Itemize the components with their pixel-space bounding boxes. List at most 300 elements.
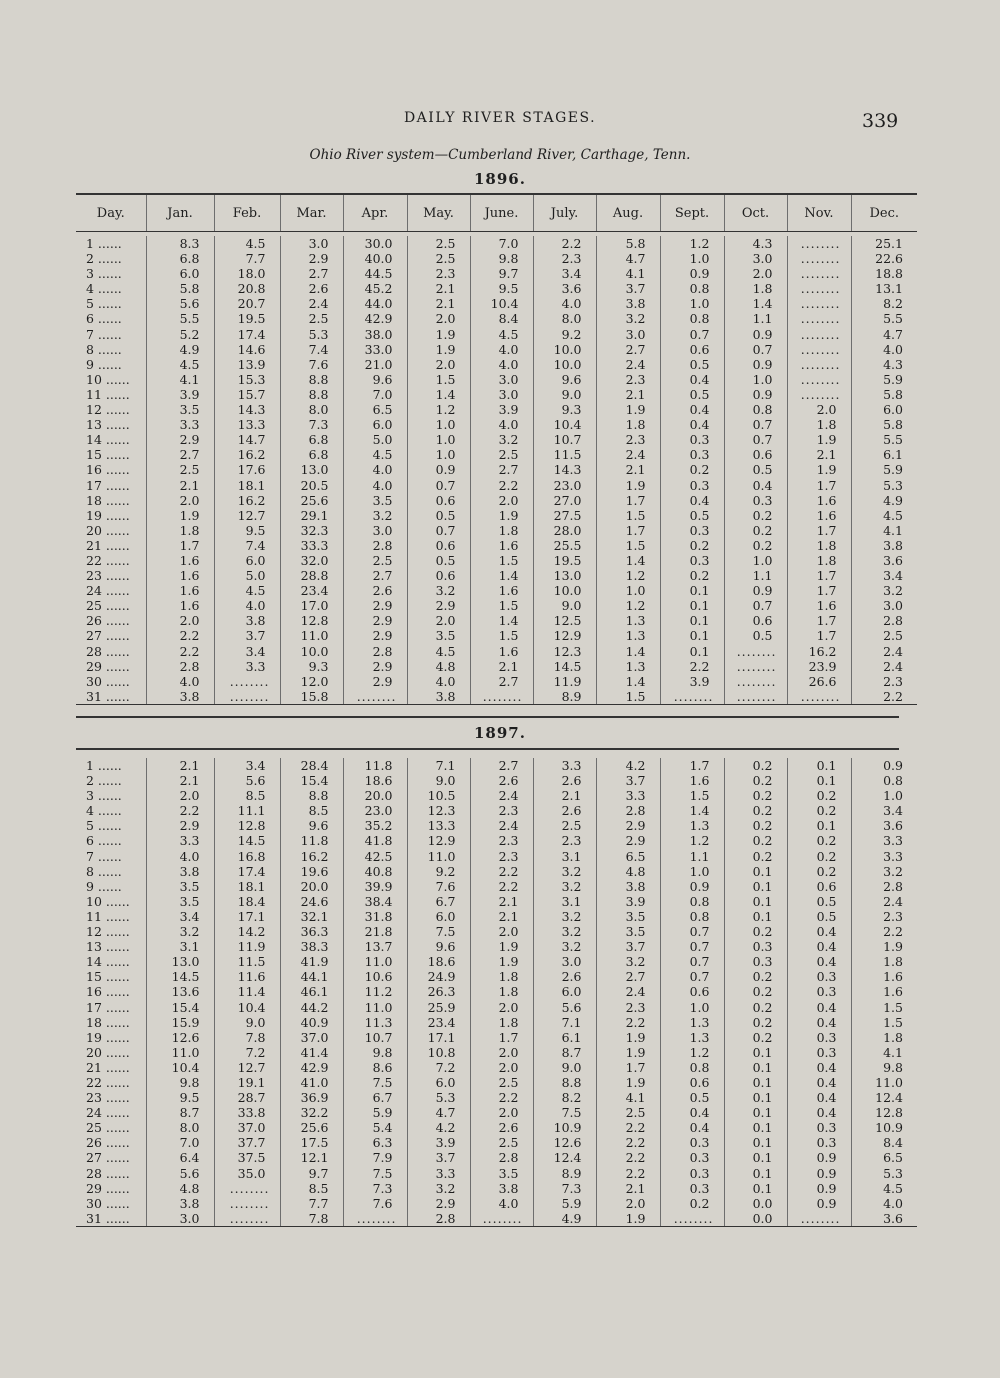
stage-cell: 2.6 xyxy=(343,583,407,598)
stage-cell: 18.0 xyxy=(214,266,280,281)
table-row xyxy=(76,296,917,311)
stage-cell: 4.9 xyxy=(533,1211,596,1227)
stage-cell: 16.2 xyxy=(280,849,343,864)
day-cell: 31 ...... xyxy=(76,1211,146,1227)
stage-cell: 3.9 xyxy=(146,387,214,402)
no-record-cell: ........ xyxy=(343,689,407,705)
stage-cell: 1.8 xyxy=(470,984,533,999)
stage-cell: 4.0 xyxy=(470,342,533,357)
column-header: Jan. xyxy=(146,194,214,232)
table-subtitle: Ohio River system—Cumberland River, Carthage, Tenn. xyxy=(309,147,691,163)
stage-cell: 1.7 xyxy=(787,523,851,538)
stage-cell: 0.2 xyxy=(724,788,787,803)
table-row xyxy=(76,372,917,387)
stage-cell: 11.2 xyxy=(343,984,407,999)
day-cell: 7 ...... xyxy=(86,326,122,342)
stage-cell: 2.6 xyxy=(533,803,596,818)
stage-cell: 0.8 xyxy=(660,1060,724,1075)
stage-cell: 2.2 xyxy=(851,689,917,705)
stage-cell: 2.2 xyxy=(470,478,533,493)
stage-cell: 11.8 xyxy=(343,758,407,773)
no-record-cell: ........ xyxy=(214,689,280,705)
day-cell: 31 ...... xyxy=(76,689,146,705)
stage-cell: 28.4 xyxy=(280,758,343,773)
column-header: Oct. xyxy=(724,194,787,232)
day-cell: 23 ...... xyxy=(86,1090,130,1106)
stage-cell: 4.3 xyxy=(724,236,787,251)
stage-cell: 2.3 xyxy=(851,674,917,689)
stage-cell: 11.4 xyxy=(214,984,280,999)
day-cell: 17 ...... xyxy=(86,999,130,1015)
stage-cell: 11.5 xyxy=(214,954,280,969)
day-cell: 4 ...... xyxy=(86,803,122,819)
stage-cell: 12.7 xyxy=(214,508,280,523)
stage-cell: 4.1 xyxy=(851,523,917,538)
stage-cell: 9.0 xyxy=(214,1015,280,1030)
stage-cell: 44.5 xyxy=(343,266,407,281)
no-record-cell: ........ xyxy=(787,251,851,266)
stage-cell: 0.3 xyxy=(660,1166,724,1181)
day-cell: 6 ...... xyxy=(86,833,122,849)
year-heading-1896: 1896. xyxy=(474,170,526,188)
stage-cell: 33.8 xyxy=(214,1105,280,1120)
column-header: Nov. xyxy=(787,194,851,232)
stage-cell: 1.0 xyxy=(660,296,724,311)
running-head: DAILY RIVER STAGES. xyxy=(403,110,597,126)
stage-cell: 2.2 xyxy=(596,1120,660,1135)
stage-cell: 2.1 xyxy=(407,296,470,311)
stage-cell: 4.8 xyxy=(407,659,470,674)
stage-cell: 2.1 xyxy=(470,659,533,674)
stage-cell: 13.7 xyxy=(343,939,407,954)
stage-cell: 4.0 xyxy=(343,462,407,477)
stage-cell: 2.9 xyxy=(407,598,470,613)
day-cell: 10 ...... xyxy=(86,371,130,387)
column-header-row xyxy=(76,193,917,232)
stage-cell: 0.3 xyxy=(787,1120,851,1135)
stage-cell: 11.0 xyxy=(146,1045,214,1060)
stage-cell: 2.2 xyxy=(533,236,596,251)
stage-cell: 2.8 xyxy=(343,644,407,659)
stage-cell: 38.3 xyxy=(280,939,343,954)
stage-cell: 3.4 xyxy=(533,266,596,281)
stage-cell: 6.1 xyxy=(851,447,917,462)
stage-cell: 12.6 xyxy=(146,1030,214,1045)
stage-cell: 2.0 xyxy=(146,493,214,508)
stage-cell: 1.7 xyxy=(146,538,214,553)
stage-cell: 14.6 xyxy=(214,342,280,357)
stage-cell: 1.5 xyxy=(596,538,660,553)
stage-cell: 12.3 xyxy=(533,644,596,659)
stage-cell: 10.4 xyxy=(533,417,596,432)
stage-cell: 1.5 xyxy=(596,508,660,523)
table-row xyxy=(76,1030,917,1045)
stage-cell: 4.7 xyxy=(596,251,660,266)
stage-cell: 4.3 xyxy=(851,357,917,372)
stage-cell: 5.3 xyxy=(851,1166,917,1181)
stage-cell: 10.9 xyxy=(533,1120,596,1135)
stage-cell: 35.0 xyxy=(214,1166,280,1181)
stage-cell: 1.0 xyxy=(596,583,660,598)
stage-cell: 3.3 xyxy=(851,833,917,848)
stage-cell: 3.8 xyxy=(214,613,280,628)
stage-cell: 10.9 xyxy=(851,1120,917,1135)
no-record-cell: ........ xyxy=(787,357,851,372)
stage-cell: 9.8 xyxy=(343,1045,407,1060)
table-row xyxy=(76,849,917,864)
stage-cell: 3.2 xyxy=(596,311,660,326)
stage-cell: 15.8 xyxy=(280,689,343,705)
stage-cell: 3.5 xyxy=(470,1166,533,1181)
stage-cell: 0.4 xyxy=(787,1060,851,1075)
stage-cell: 9.6 xyxy=(343,372,407,387)
stage-cell: 1.0 xyxy=(851,788,917,803)
stage-cell: 3.2 xyxy=(533,879,596,894)
stage-cell: 3.2 xyxy=(146,924,214,939)
stage-cell: 2.3 xyxy=(851,909,917,924)
day-cell: 16 ...... xyxy=(86,984,130,1000)
stage-cell: 0.8 xyxy=(724,402,787,417)
day-cell: 9 ...... xyxy=(86,878,122,894)
table-row xyxy=(76,644,917,659)
stage-cell: 23.4 xyxy=(280,583,343,598)
stage-cell: 3.3 xyxy=(407,1166,470,1181)
stage-cell: 7.0 xyxy=(146,1135,214,1150)
no-record-cell: ........ xyxy=(470,689,533,705)
stage-cell: 2.7 xyxy=(596,342,660,357)
stage-cell: 6.0 xyxy=(533,984,596,999)
stage-cell: 1.6 xyxy=(787,508,851,523)
stage-cell: 3.3 xyxy=(146,417,214,432)
stage-cell: 5.6 xyxy=(214,773,280,788)
stage-cell: 0.4 xyxy=(660,1120,724,1135)
stage-cell: 2.9 xyxy=(407,1196,470,1211)
stage-cell: 10.4 xyxy=(214,1000,280,1015)
stage-cell: 2.0 xyxy=(596,1196,660,1211)
table-row xyxy=(76,1211,917,1227)
stage-cell: 1.9 xyxy=(470,508,533,523)
stage-cell: 0.5 xyxy=(787,894,851,909)
stage-cell: 13.0 xyxy=(280,462,343,477)
stage-cell: 3.7 xyxy=(407,1150,470,1165)
day-cell: 5 ...... xyxy=(86,296,122,312)
stage-cell: 5.8 xyxy=(596,236,660,251)
stage-cell: 8.5 xyxy=(280,803,343,818)
stage-cell: 36.3 xyxy=(280,924,343,939)
stage-cell: 1.9 xyxy=(596,1045,660,1060)
stage-cell: 0.3 xyxy=(787,969,851,984)
day-cell: 8 ...... xyxy=(86,341,122,357)
stage-cell: 42.9 xyxy=(343,311,407,326)
stage-cell: 3.3 xyxy=(146,833,214,848)
day-cell: 2 ...... xyxy=(86,773,122,789)
day-cell: 21 ...... xyxy=(86,537,130,553)
stage-cell: 0.4 xyxy=(660,1105,724,1120)
stage-cell: 2.8 xyxy=(470,1150,533,1165)
stage-cell: 26.3 xyxy=(407,984,470,999)
stage-cell: 3.0 xyxy=(146,1211,214,1227)
day-cell: 28 ...... xyxy=(86,643,130,659)
table-row xyxy=(76,628,917,643)
stage-cell: 2.2 xyxy=(596,1135,660,1150)
stage-cell: 2.3 xyxy=(596,432,660,447)
stage-cell: 0.7 xyxy=(407,523,470,538)
day-cell: 22 ...... xyxy=(86,552,130,568)
stage-cell: 13.0 xyxy=(146,954,214,969)
stage-cell: 10.4 xyxy=(146,1060,214,1075)
stage-cell: 2.8 xyxy=(146,659,214,674)
table-row xyxy=(76,1045,917,1060)
stage-cell: 1.9 xyxy=(851,939,917,954)
stage-cell: 1.7 xyxy=(787,478,851,493)
table-row xyxy=(76,1166,917,1181)
stage-cell: 44.0 xyxy=(343,296,407,311)
stage-cell: 1.9 xyxy=(470,954,533,969)
stage-cell: 38.0 xyxy=(343,327,407,342)
stage-cell: 2.6 xyxy=(533,773,596,788)
day-cell: 20 ...... xyxy=(86,1044,130,1060)
day-cell: 13 ...... xyxy=(86,417,130,433)
stage-cell: 1.9 xyxy=(596,1075,660,1090)
stage-cell: 0.1 xyxy=(724,1060,787,1075)
stage-cell: 1.5 xyxy=(407,372,470,387)
stage-cell: 0.1 xyxy=(724,1075,787,1090)
stage-cell: 19.5 xyxy=(214,311,280,326)
stage-cell: 21.8 xyxy=(343,924,407,939)
stage-cell: 9.0 xyxy=(407,773,470,788)
stage-cell: 0.8 xyxy=(660,894,724,909)
stage-cell: 0.1 xyxy=(724,1090,787,1105)
stage-cell: 15.7 xyxy=(214,387,280,402)
stage-cell: 3.1 xyxy=(533,849,596,864)
day-cell: 18 ...... xyxy=(86,492,130,508)
stage-cell: 0.3 xyxy=(660,523,724,538)
stage-cell: 9.2 xyxy=(407,864,470,879)
stage-cell: 2.3 xyxy=(596,1000,660,1015)
stage-cell: 8.7 xyxy=(146,1105,214,1120)
stage-cell: 5.9 xyxy=(851,372,917,387)
stage-cell: 1.4 xyxy=(596,674,660,689)
stage-cell: 23.0 xyxy=(343,803,407,818)
stage-cell: 3.8 xyxy=(146,689,214,705)
stage-cell: 1.8 xyxy=(787,538,851,553)
table-row xyxy=(76,251,917,266)
stage-cell: 0.2 xyxy=(724,924,787,939)
stage-cell: 1.5 xyxy=(851,1000,917,1015)
stage-cell: 3.3 xyxy=(596,788,660,803)
stage-cell: 6.0 xyxy=(214,553,280,568)
stage-cell: 36.9 xyxy=(280,1090,343,1105)
stage-cell: 9.7 xyxy=(280,1166,343,1181)
stage-cell: 6.8 xyxy=(146,251,214,266)
stage-cell: 1.8 xyxy=(596,417,660,432)
stage-cell: 17.0 xyxy=(280,598,343,613)
stage-cell: 37.0 xyxy=(214,1120,280,1135)
stage-cell: 3.4 xyxy=(214,758,280,773)
stage-cell: 12.0 xyxy=(280,674,343,689)
stage-cell: 7.2 xyxy=(407,1060,470,1075)
stage-cell: 13.1 xyxy=(851,281,917,296)
stage-cell: 16.2 xyxy=(214,493,280,508)
stage-cell: 1.7 xyxy=(660,758,724,773)
no-record-cell: ........ xyxy=(787,387,851,402)
stage-cell: 0.7 xyxy=(407,478,470,493)
stage-cell: 0.4 xyxy=(724,478,787,493)
day-cell: 30 ...... xyxy=(86,673,130,689)
stage-cell: 0.3 xyxy=(787,1135,851,1150)
table-row xyxy=(76,493,917,508)
stage-cell: 8.4 xyxy=(851,1135,917,1150)
stage-cell: 3.6 xyxy=(851,1211,917,1227)
section-divider xyxy=(76,716,899,718)
stage-cell: 20.5 xyxy=(280,478,343,493)
stage-cell: 0.2 xyxy=(724,833,787,848)
stage-cell: 0.9 xyxy=(787,1150,851,1165)
stage-cell: 31.8 xyxy=(343,909,407,924)
stage-cell: 0.3 xyxy=(724,493,787,508)
stage-cell: 0.1 xyxy=(660,598,724,613)
stage-cell: 5.3 xyxy=(851,478,917,493)
stage-cell: 1.7 xyxy=(787,568,851,583)
stage-cell: 9.6 xyxy=(533,372,596,387)
stage-cell: 0.1 xyxy=(724,1045,787,1060)
stage-cell: 30.0 xyxy=(343,236,407,251)
stage-cell: 0.4 xyxy=(660,417,724,432)
stage-cell: 0.2 xyxy=(787,803,851,818)
stage-cell: 3.3 xyxy=(214,659,280,674)
stage-cell: 2.8 xyxy=(596,803,660,818)
stage-cell: 4.0 xyxy=(146,674,214,689)
stage-cell: 25.6 xyxy=(280,1120,343,1135)
stage-cell: 4.9 xyxy=(146,342,214,357)
stage-cell: 3.8 xyxy=(596,296,660,311)
stage-cell: 1.2 xyxy=(596,568,660,583)
stage-cell: 6.7 xyxy=(343,1090,407,1105)
stage-cell: 11.5 xyxy=(533,447,596,462)
stage-cell: 11.0 xyxy=(343,954,407,969)
stage-cell: 0.9 xyxy=(660,879,724,894)
stage-cell: 9.8 xyxy=(851,1060,917,1075)
stage-cell: 0.6 xyxy=(660,984,724,999)
stage-cell: 10.5 xyxy=(407,788,470,803)
no-record-cell: ........ xyxy=(787,296,851,311)
stage-cell: 8.0 xyxy=(280,402,343,417)
stage-cell: 5.5 xyxy=(851,432,917,447)
stage-cell: 4.0 xyxy=(470,1196,533,1211)
stage-cell: 3.5 xyxy=(596,924,660,939)
stage-cell: 1.9 xyxy=(407,327,470,342)
stage-cell: 1.6 xyxy=(470,538,533,553)
stage-cell: 2.5 xyxy=(470,1135,533,1150)
stage-cell: 20.0 xyxy=(280,879,343,894)
column-header: Day. xyxy=(76,194,146,232)
no-record-cell: ........ xyxy=(724,674,787,689)
stage-cell: 4.1 xyxy=(146,372,214,387)
stage-cell: 7.5 xyxy=(343,1075,407,1090)
stage-cell: 1.0 xyxy=(407,432,470,447)
table-row xyxy=(76,788,917,803)
stage-cell: 2.5 xyxy=(851,628,917,643)
stage-cell: 0.9 xyxy=(724,583,787,598)
stage-cell: 0.7 xyxy=(660,939,724,954)
stage-cell: 4.5 xyxy=(214,583,280,598)
stage-cell: 10.0 xyxy=(533,342,596,357)
stage-cell: 14.5 xyxy=(146,969,214,984)
stage-cell: 2.9 xyxy=(596,833,660,848)
stage-cell: 17.6 xyxy=(214,462,280,477)
stage-cell: 7.5 xyxy=(407,924,470,939)
column-header: May. xyxy=(407,194,470,232)
stage-cell: 8.8 xyxy=(280,788,343,803)
stage-cell: 0.2 xyxy=(724,758,787,773)
stage-cell: 0.3 xyxy=(787,1045,851,1060)
section-divider xyxy=(76,748,899,750)
table-row xyxy=(76,266,917,281)
stage-cell: 27.0 xyxy=(533,493,596,508)
stage-cell: 3.2 xyxy=(851,583,917,598)
table-row xyxy=(76,342,917,357)
stage-cell: 2.7 xyxy=(470,758,533,773)
stage-cell: 3.0 xyxy=(343,523,407,538)
stage-cell: 32.1 xyxy=(280,909,343,924)
stage-cell: 0.2 xyxy=(724,773,787,788)
stages-table-1896 xyxy=(76,236,917,705)
table-row xyxy=(76,1150,917,1165)
stage-cell: 45.2 xyxy=(343,281,407,296)
day-cell: 11 ...... xyxy=(86,386,130,402)
stage-cell: 1.2 xyxy=(596,598,660,613)
stage-cell: 5.9 xyxy=(851,462,917,477)
day-cell: 16 ...... xyxy=(86,462,130,478)
stage-cell: 2.2 xyxy=(470,879,533,894)
table-row xyxy=(76,613,917,628)
stage-cell: 4.0 xyxy=(343,478,407,493)
table-row xyxy=(76,984,917,999)
day-cell: 9 ...... xyxy=(86,356,122,372)
stage-cell: 8.8 xyxy=(533,1075,596,1090)
stage-cell: 2.2 xyxy=(146,803,214,818)
day-cell: 11 ...... xyxy=(86,908,130,924)
stage-cell: 9.0 xyxy=(533,598,596,613)
stage-cell: 1.6 xyxy=(146,568,214,583)
stage-cell: 0.5 xyxy=(407,508,470,523)
stage-cell: 2.0 xyxy=(470,1000,533,1015)
stage-cell: 1.7 xyxy=(787,628,851,643)
stage-cell: 41.8 xyxy=(343,833,407,848)
stage-cell: 2.8 xyxy=(407,1211,470,1227)
stage-cell: 0.2 xyxy=(787,864,851,879)
stage-cell: 0.3 xyxy=(787,1030,851,1045)
stage-cell: 2.0 xyxy=(407,613,470,628)
stage-cell: 1.5 xyxy=(470,598,533,613)
stage-cell: 2.1 xyxy=(470,909,533,924)
stage-cell: 17.4 xyxy=(214,864,280,879)
stage-cell: 1.9 xyxy=(596,1030,660,1045)
stage-cell: 2.9 xyxy=(146,432,214,447)
stage-cell: 40.9 xyxy=(280,1015,343,1030)
stage-cell: 3.2 xyxy=(343,508,407,523)
stage-cell: 4.7 xyxy=(407,1105,470,1120)
stage-cell: 1.3 xyxy=(596,659,660,674)
stage-cell: 9.5 xyxy=(470,281,533,296)
stage-cell: 2.9 xyxy=(146,818,214,833)
stage-cell: 5.3 xyxy=(280,327,343,342)
stage-cell: 0.1 xyxy=(724,1166,787,1181)
table-row xyxy=(76,311,917,326)
stage-cell: 15.9 xyxy=(146,1015,214,1030)
stage-cell: 2.2 xyxy=(146,628,214,643)
stage-cell: 0.3 xyxy=(660,1135,724,1150)
